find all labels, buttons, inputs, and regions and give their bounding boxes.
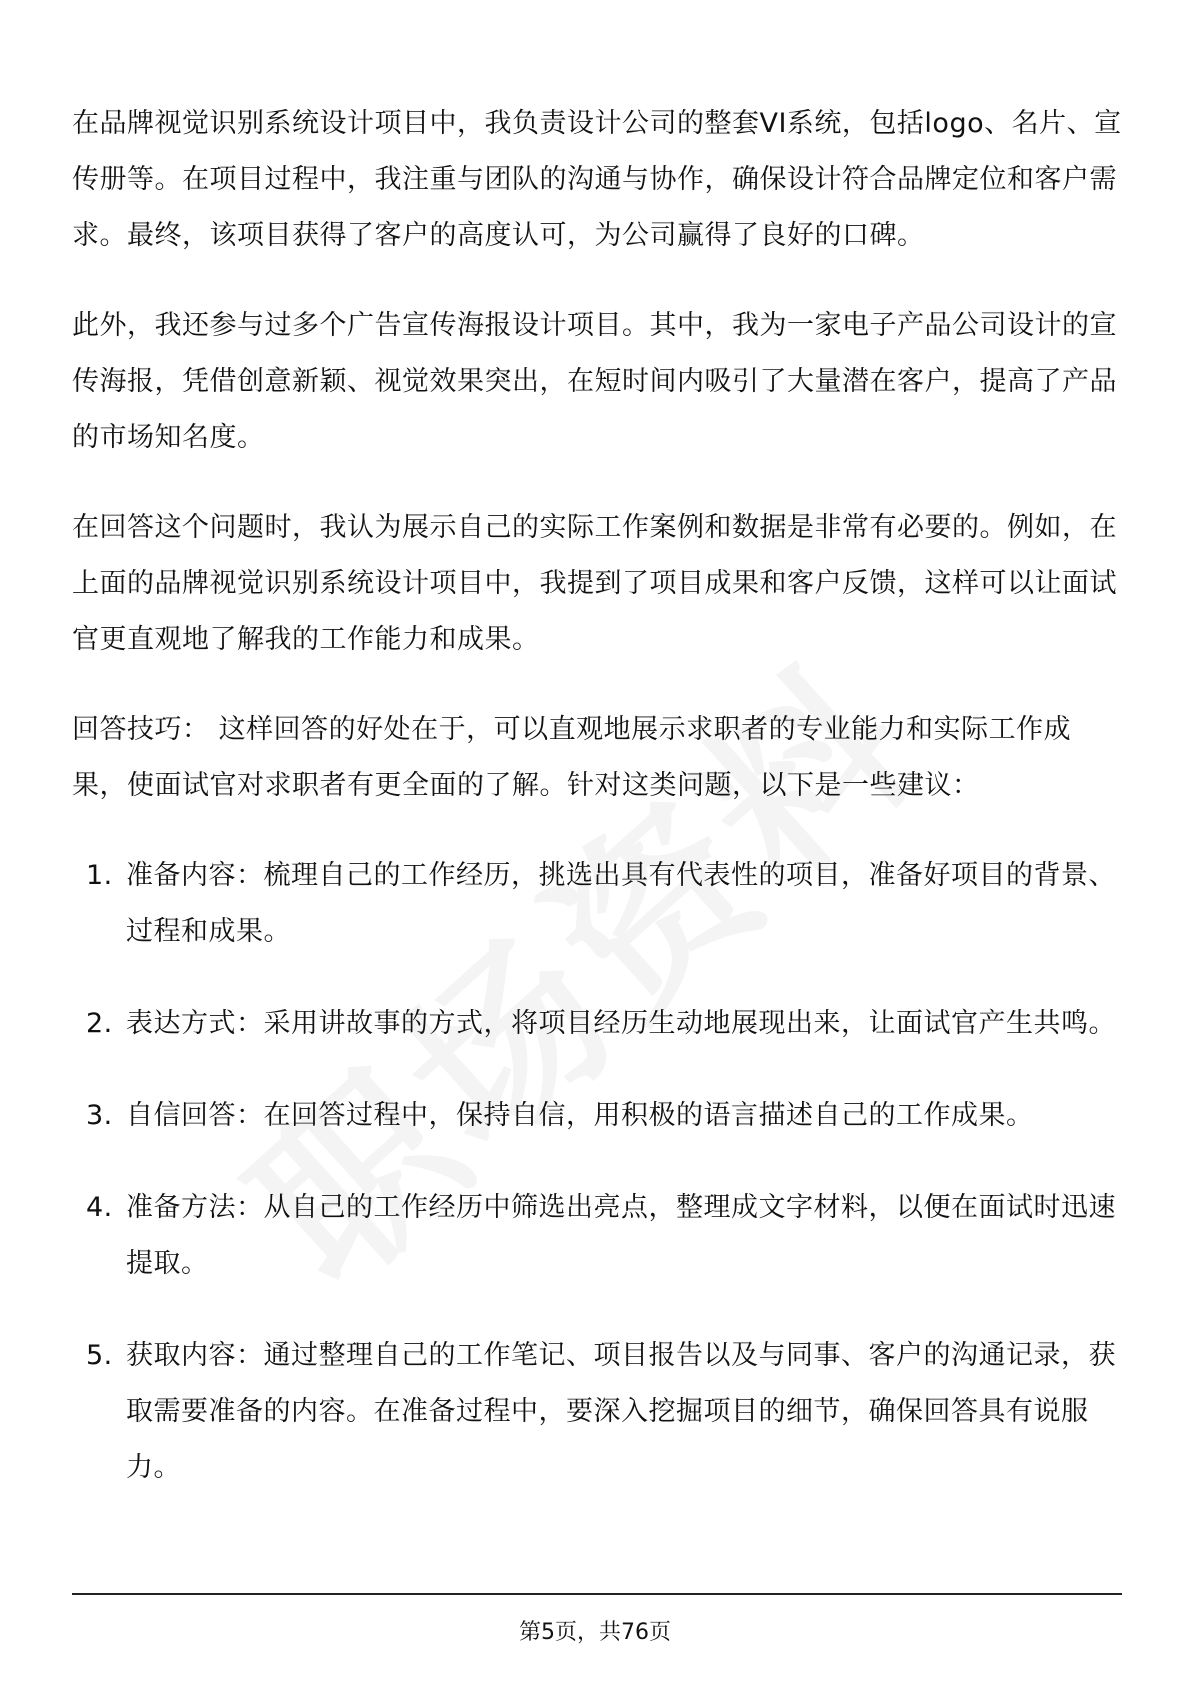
- list-item-text: 表达方式：采用讲故事的方式，将项目经历生动地展现出来，让面试官产生共鸣。: [126, 1008, 1116, 1039]
- list-item: [72, 1328, 1122, 1496]
- footer-divider: [72, 1593, 1122, 1595]
- list-item: [72, 1180, 1122, 1292]
- list-item-text: 准备内容：梳理自己的工作经历，挑选出具有代表性的项目，准备好项目的背景、过程和成果。: [126, 860, 1116, 947]
- list-item: [72, 1088, 1122, 1144]
- list-item-number: 3.: [86, 1100, 113, 1131]
- paragraph-answer-tips: 回答技巧： 这样回答的好处在于，可以直观地展示求职者的专业能力和实际工作成果，使面试官对求职者有更全面的了解。针对这类问题，以下是一些建议：: [72, 714, 1072, 801]
- list-item-number: 1.: [86, 860, 113, 891]
- paragraph-brand-vi-project: 在品牌视觉识别系统设计项目中，我负责设计公司的整套VI系统，包括logo、名片、宣传册等。在项目过程中，我注重与团队的沟通与协作，确保设计符合品牌定位和客户需求。最终，该项目获得了客户的高度认可，为公司赢得了良好的口碑。: [72, 108, 1122, 251]
- list-item-number: 5.: [86, 1340, 113, 1371]
- paragraph-poster-project: 此外，我还参与过多个广告宣传海报设计项目。其中，我为一家电子产品公司设计的宣传海报，凭借创意新颖、视觉效果突出，在短时间内吸引了大量潜在客户，提高了产品的市场知名度。: [72, 310, 1117, 453]
- list-item-text: 自信回答：在回答过程中，保持自信，用积极的语言描述自己的工作成果。: [126, 1100, 1034, 1131]
- list-item-number: 2.: [86, 1008, 113, 1039]
- list-item-text: 获取内容：通过整理自己的工作笔记、项目报告以及与同事、客户的沟通记录，获取需要准备的内容。在准备过程中，要深入挖掘项目的细节，确保回答具有说服力。: [126, 1340, 1116, 1483]
- tips-list: [72, 848, 1122, 1496]
- page-number: 第5页，共76页: [519, 1620, 671, 1645]
- list-item: [72, 996, 1122, 1052]
- document-body: [72, 96, 1122, 1532]
- list-item-text: 准备方法：从自己的工作经历中筛选出亮点，整理成文字材料，以便在面试时迅速提取。: [126, 1192, 1116, 1279]
- list-item: [72, 848, 1122, 960]
- paragraph-showing-cases: 在回答这个问题时，我认为展示自己的实际工作案例和数据是非常有必要的。例如，在上面的品牌视觉识别系统设计项目中，我提到了项目成果和客户反馈，这样可以让面试官更直观地了解我的工作能力和成果。: [72, 512, 1117, 655]
- list-item-number: 4.: [86, 1192, 113, 1223]
